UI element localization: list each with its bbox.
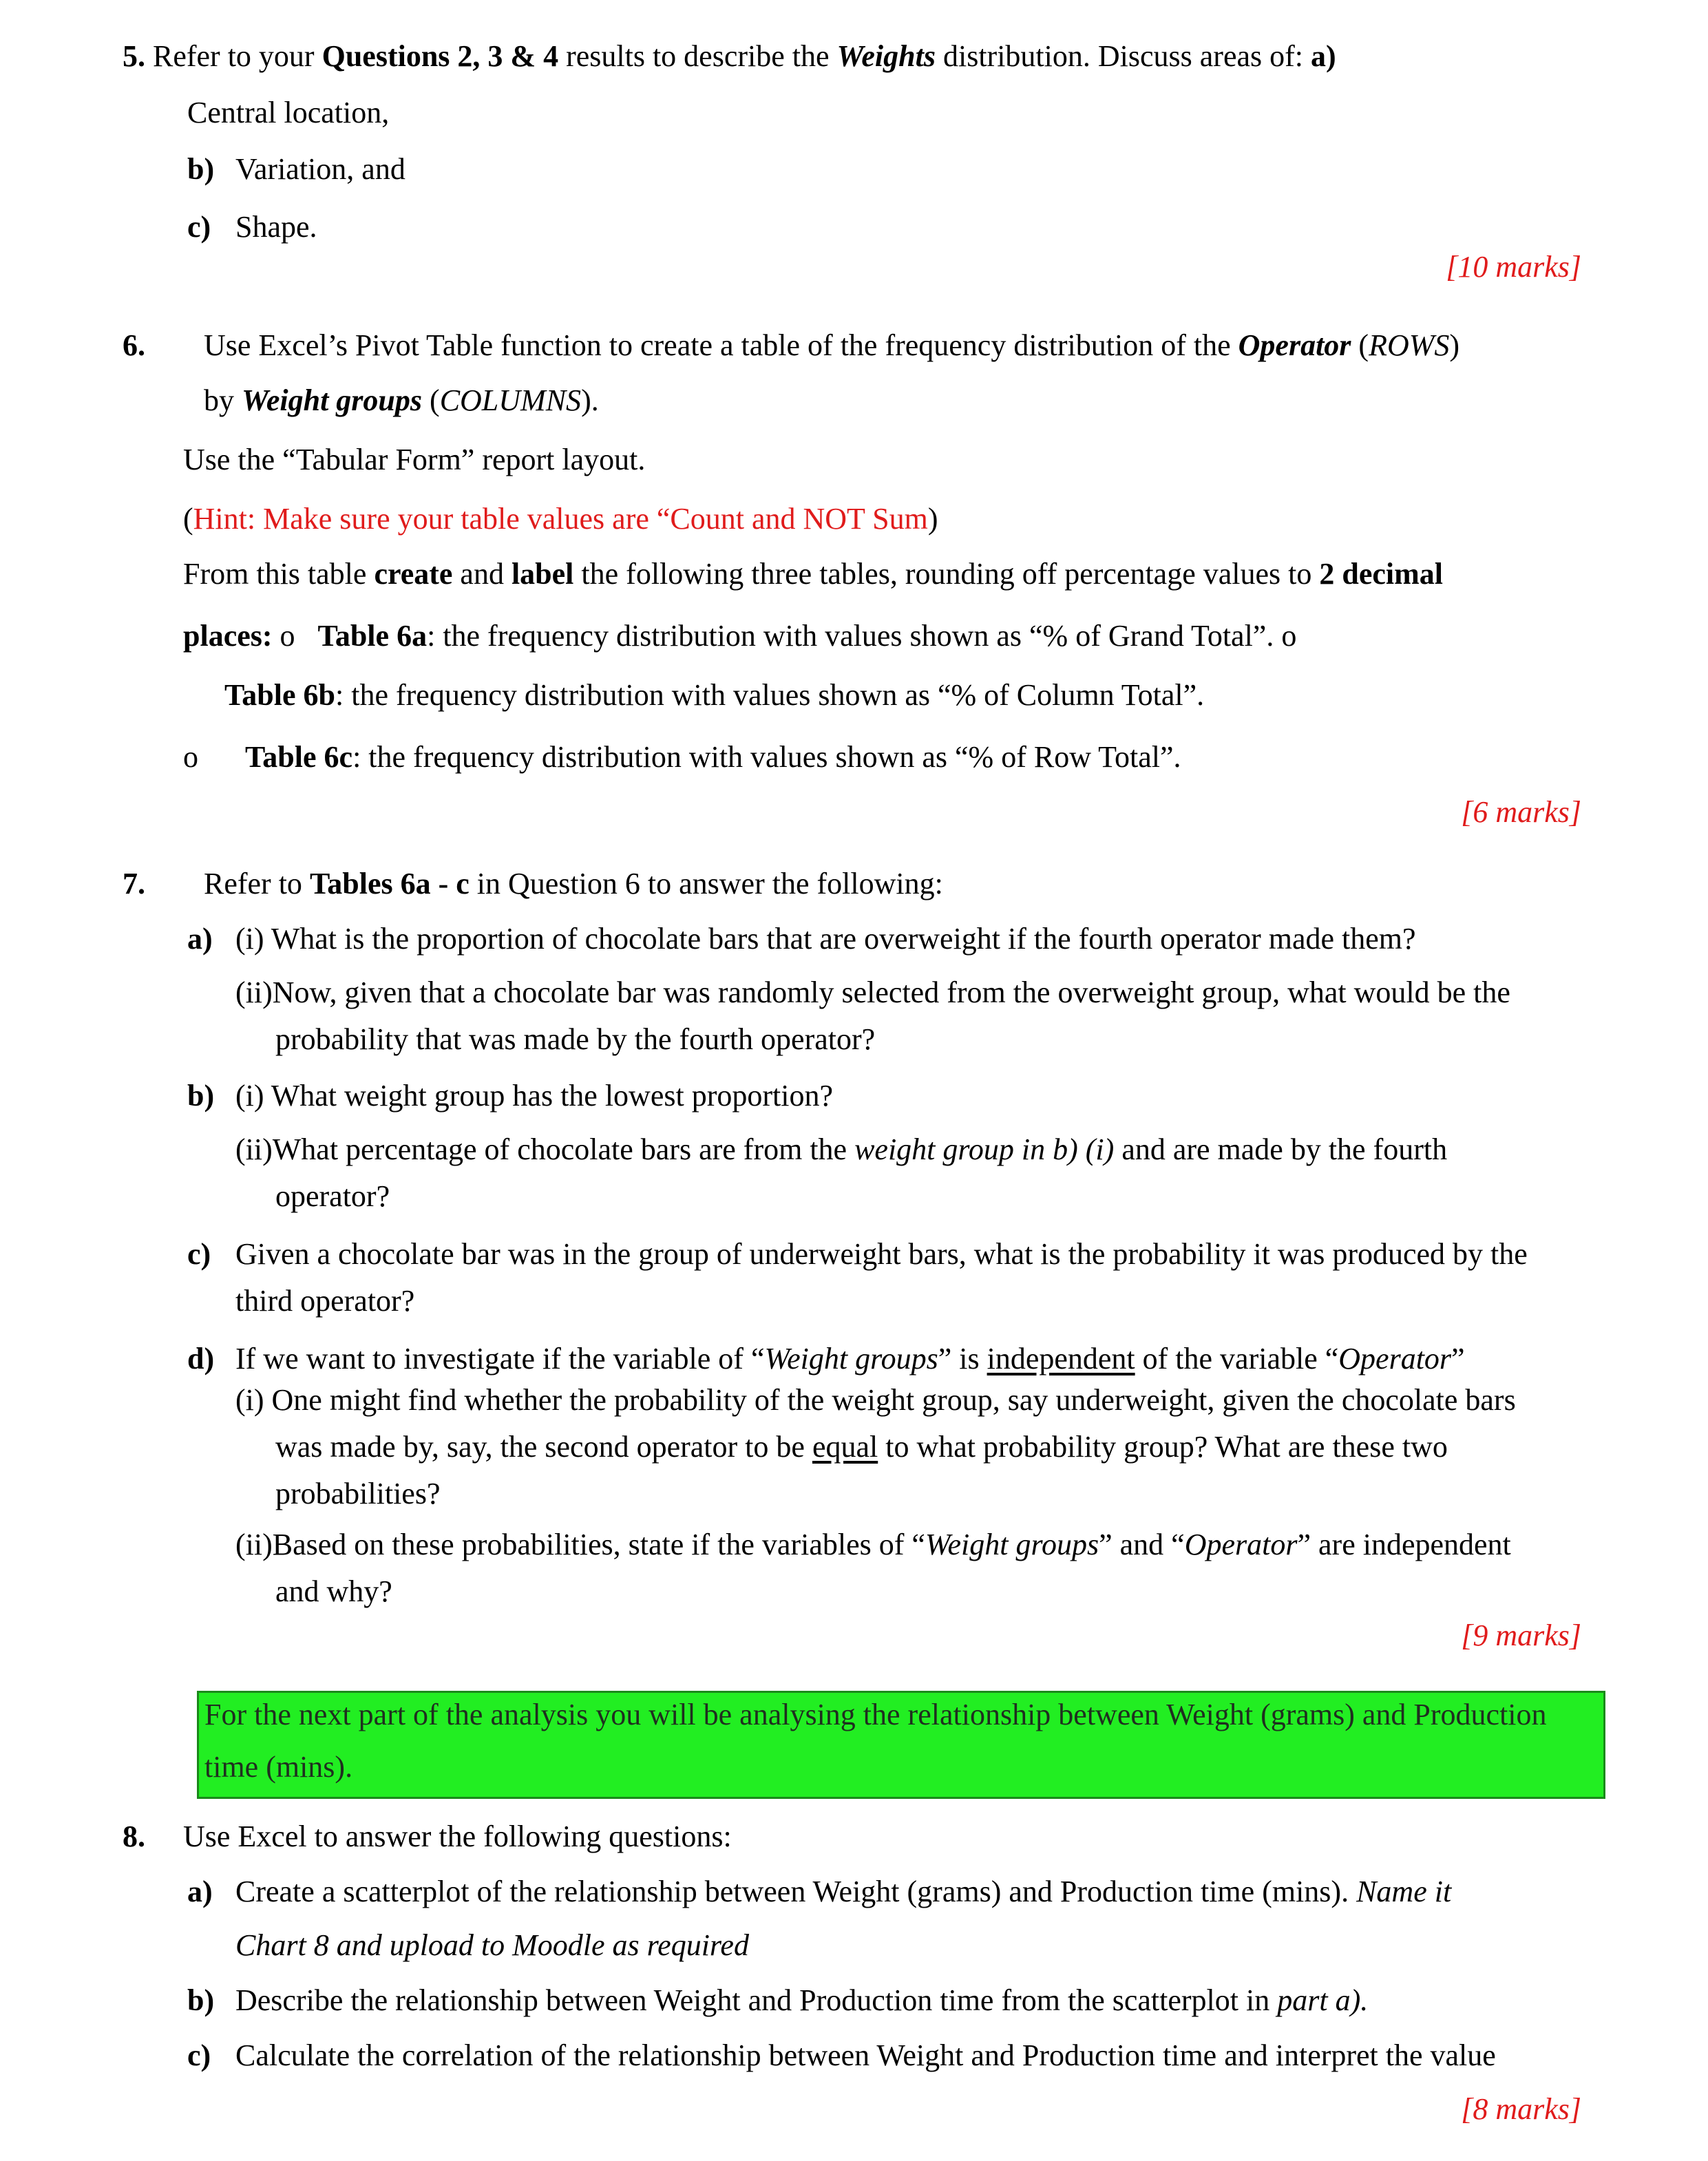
q5-a-label: a) <box>1311 39 1336 73</box>
q5-marks: [10 marks] <box>1446 250 1581 284</box>
analysis-note-line-1: For the next part of the analysis you will be analysing the relationship between Weight (grams) and Production <box>204 1698 1547 1731</box>
q8-marks: [8 marks] <box>1461 2092 1581 2126</box>
q6-line-3: Use the “Tabular Form” report layout. <box>183 443 646 476</box>
q7-b-ii-1 <box>235 1132 1447 1168</box>
q5-text: Refer to your <box>145 39 322 73</box>
q5-item-b <box>187 151 405 188</box>
q6-hint-open: ( <box>183 502 193 536</box>
q6-text: the following three tables, rounding off percentage values to <box>573 557 1320 591</box>
q5-b-text: Variation, and <box>235 152 405 186</box>
q7-d-1 <box>235 1341 1465 1378</box>
q6-marks: [6 marks] <box>1461 795 1581 829</box>
q7-b-label: b) <box>187 1079 215 1113</box>
q6-bullet: o <box>272 619 318 653</box>
q7-independent-term: independent <box>987 1342 1135 1375</box>
q6-label-term: label <box>511 557 574 591</box>
q5-b-label: b) <box>187 152 215 186</box>
q6-text: Use Excel’s Pivot Table function to create a table of the frequency distribution of the <box>204 328 1238 362</box>
q8-a-1 <box>235 1874 1451 1910</box>
q5-text: distribution. Discuss areas of: <box>935 39 1311 73</box>
q6-table-6c-item <box>245 739 1181 776</box>
q7-text: Refer to <box>204 867 310 900</box>
q6-text: From this table <box>183 557 375 591</box>
q6-table-6b-label: Table 6b <box>224 678 336 712</box>
q7-b-i: (i) What weight group has the lowest proportion? <box>235 1079 833 1113</box>
q7-text: and are made by the fourth <box>1114 1132 1448 1166</box>
q6-bullet: o <box>183 740 198 774</box>
q6-line-5 <box>183 556 1443 593</box>
q7-text: ” <box>1451 1342 1465 1375</box>
q6-hint-text: Hint: Make sure your table values are “Count and NOT Sum <box>193 502 928 536</box>
q6-hint-line <box>183 501 938 538</box>
q6-operator-term: Operator <box>1238 328 1351 362</box>
q7-text: ” are independent <box>1297 1528 1511 1561</box>
q7-number: 7. <box>123 867 145 900</box>
q7-line-1 <box>204 866 943 903</box>
q7-d-i-2 <box>275 1429 1448 1466</box>
q5-number: 5. <box>123 39 145 73</box>
q5-item-c <box>187 209 317 246</box>
q8-line-1: Use Excel to answer the following questions: <box>183 1820 732 1853</box>
q5-line-2: Central location, <box>187 96 390 129</box>
q5-line-1 <box>123 39 1336 75</box>
q8-b-text <box>235 1983 1368 2019</box>
q7-d-ii-2: and why? <box>275 1574 392 1608</box>
q7-text: ” and “ <box>1099 1528 1185 1561</box>
q6-decimal-term: 2 decimal <box>1319 557 1444 591</box>
q5-c-text: Shape. <box>235 210 317 244</box>
q7-c-label: c) <box>187 1237 211 1271</box>
q6-table-6a-label: Table 6a <box>317 619 428 653</box>
q6-places-term: places: <box>183 619 273 653</box>
q7-d-label: d) <box>187 1342 215 1375</box>
q7-weight-groups-term: Weight groups <box>925 1528 1099 1561</box>
q6-text: ( <box>1351 328 1369 362</box>
q6-number: 6. <box>123 328 145 362</box>
q7-text: was made by, say, the second operator to be <box>275 1430 812 1464</box>
q5-weights-term: Weights <box>836 39 936 73</box>
q5-text: results to describe the <box>558 39 837 73</box>
q7-a-ii-2: probability that was made by the fourth operator? <box>275 1022 876 1056</box>
q6-line-8 <box>183 739 1181 776</box>
q8-number: 8. <box>123 1820 145 1853</box>
q6-text: ( <box>422 383 440 417</box>
q7-text: in Question 6 to answer the following: <box>469 867 943 900</box>
q7-weight-groups-term: Weight groups <box>764 1342 938 1375</box>
q6-create-term: create <box>374 557 453 591</box>
q8-part-a-ref: part a). <box>1277 1983 1369 2017</box>
q6-columns-term: COLUMNS <box>439 383 582 417</box>
q6-text: ). <box>581 383 599 417</box>
q7-weight-group-ref: weight group in b) (i) <box>854 1132 1115 1166</box>
analysis-note-box <box>197 1691 1605 1799</box>
q7-a-label: a) <box>187 922 213 956</box>
q7-text: (ii)What percentage of chocolate bars are from the <box>235 1132 855 1166</box>
q7-operator-term: Operator <box>1184 1528 1298 1561</box>
q6-table-6b-text: : the frequency distribution with values shown as “% of Column Total”. <box>335 678 1205 712</box>
q8-text: Create a scatterplot of the relationship between Weight (grams) and Production time (mins). <box>235 1875 1357 1908</box>
q7-c-1: Given a chocolate bar was in the group of underweight bars, what is the probability it was produced by the <box>235 1237 1528 1271</box>
q6-hint-close: ) <box>927 502 938 536</box>
q7-operator-term: Operator <box>1338 1342 1452 1375</box>
q7-tables-ref: Tables 6a - c <box>309 867 470 900</box>
q8-c-label: c) <box>187 2038 211 2072</box>
q6-table-6c-label: Table 6c <box>245 740 353 774</box>
q8-b-label: b) <box>187 1983 215 2017</box>
q7-equal-term: equal <box>812 1430 878 1464</box>
analysis-note-line-2: time (mins). <box>204 1750 353 1784</box>
q6-line-1 <box>204 328 1459 364</box>
q6-text: ) <box>1449 328 1460 362</box>
q6-text: by <box>204 383 242 417</box>
q7-d-i-1: (i) One might find whether the probability of the weight group, say underweight, given the chocolate bars <box>235 1383 1516 1417</box>
q6-rows-term: ROWS <box>1369 328 1450 362</box>
q7-d-i-3: probabilities? <box>275 1477 441 1510</box>
q8-text: Describe the relationship between Weight and Production time from the scatterplot in <box>235 1983 1278 2017</box>
q6-line-6 <box>183 618 1296 655</box>
q7-text: If we want to investigate if the variable of “ <box>235 1342 765 1375</box>
q6-text: and <box>452 557 512 591</box>
q7-text: ” is <box>938 1342 987 1375</box>
q8-name-it: Name it <box>1356 1875 1452 1908</box>
q7-a-i: (i) What is the proportion of chocolate bars that are overweight if the fourth operator made them? <box>235 922 1416 956</box>
q7-text: to what probability group? What are these two <box>878 1430 1448 1464</box>
q6-line-2 <box>204 383 599 419</box>
q7-b-ii-2: operator? <box>275 1179 390 1213</box>
q8-a-label: a) <box>187 1875 213 1908</box>
q7-text: (ii)Based on these probabilities, state if the variables of “ <box>235 1528 925 1561</box>
q8-a-2: Chart 8 and upload to Moodle as required <box>235 1928 749 1962</box>
q8-c-text: Calculate the correlation of the relationship between Weight and Production time and interpret the value <box>235 2038 1496 2072</box>
q6-line-7 <box>224 677 1204 714</box>
q7-text: of the variable “ <box>1135 1342 1339 1375</box>
q7-a-ii-1: (ii)Now, given that a chocolate bar was randomly selected from the overweight group, what would be the <box>235 976 1510 1009</box>
q5-questions-ref: Questions 2, 3 & 4 <box>321 39 559 73</box>
q6-table-6a-text: : the frequency distribution with values shown as “% of Grand Total”. o <box>427 619 1297 653</box>
q7-marks: [9 marks] <box>1461 1619 1581 1652</box>
q7-c-2: third operator? <box>235 1284 415 1318</box>
q7-d-ii-1 <box>235 1527 1511 1563</box>
q6-weight-groups-term: Weight groups <box>242 383 423 417</box>
q5-c-label: c) <box>187 210 211 244</box>
q6-table-6c-text: : the frequency distribution with values shown as “% of Row Total”. <box>352 740 1181 774</box>
